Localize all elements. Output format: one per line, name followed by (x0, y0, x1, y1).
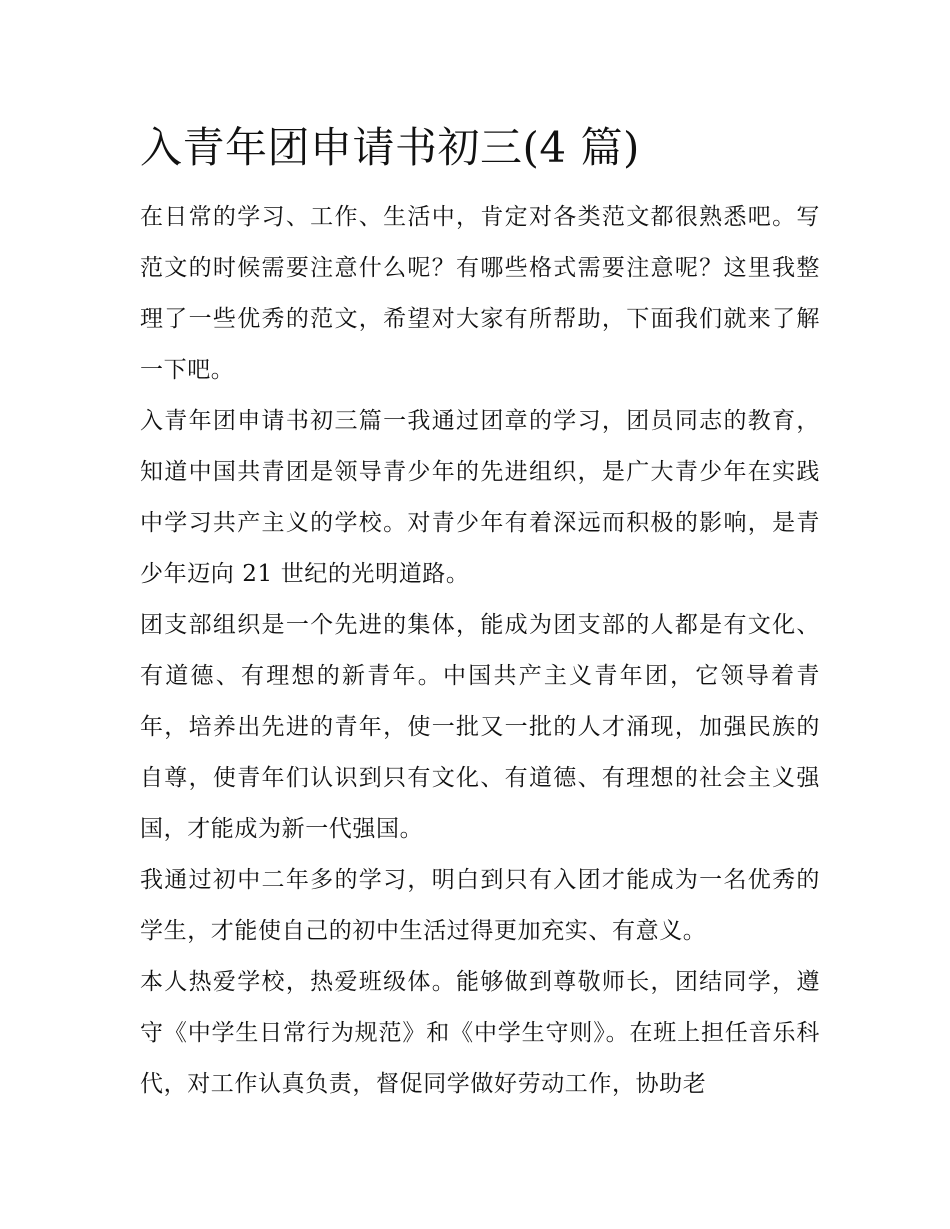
paragraph-join-reason: 我通过初中二年多的学习，明白到只有入团才能成为一名优秀的学生，才能使自己的初中生活过得更加充实、有意义。 (140, 867, 820, 944)
document-body (140, 116, 820, 1110)
paragraph-league-branch: 团支部组织是一个先进的集体，能成为团支部的人都是有文化、有道德、有理想的新青年。中国共产主义青年团，它领导着青年，培养出先进的青年，使一批又一批的人才涌现，加强民族的自尊，使青年们认识到只有文化、有道德、有理想的社会主义强国，才能成为新一代强国。 (140, 612, 820, 842)
paragraph-intro: 在日常的学习、工作、生活中，肯定对各类范文都很熟悉吧。写范文的时候需要注意什么呢？有哪些格式需要注意呢？这里我整理了一些优秀的范文，希望对大家有所帮助，下面我们就来了解一下吧。 (140, 204, 820, 383)
paragraph-personal-conduct: 本人热爱学校，热爱班级体。能够做到尊敬师长，团结同学，遵守《中学生日常行为规范》和《中学生守则》。在班上担任音乐科代，对工作认真负责，督促同学做好劳动工作，协助老 (140, 969, 820, 1097)
document-title: 入青年团申请书初三(4 篇) (140, 123, 640, 172)
paragraph-essay-one-opening: 入青年团申请书初三篇一我通过团章的学习，团员同志的教育，知道中国共青团是领导青少年的先进组织，是广大青少年在实践中学习共产主义的学校。对青少年有着深远而积极的影响，是青少年迈向 21 世纪的光明道路。 (140, 408, 820, 587)
